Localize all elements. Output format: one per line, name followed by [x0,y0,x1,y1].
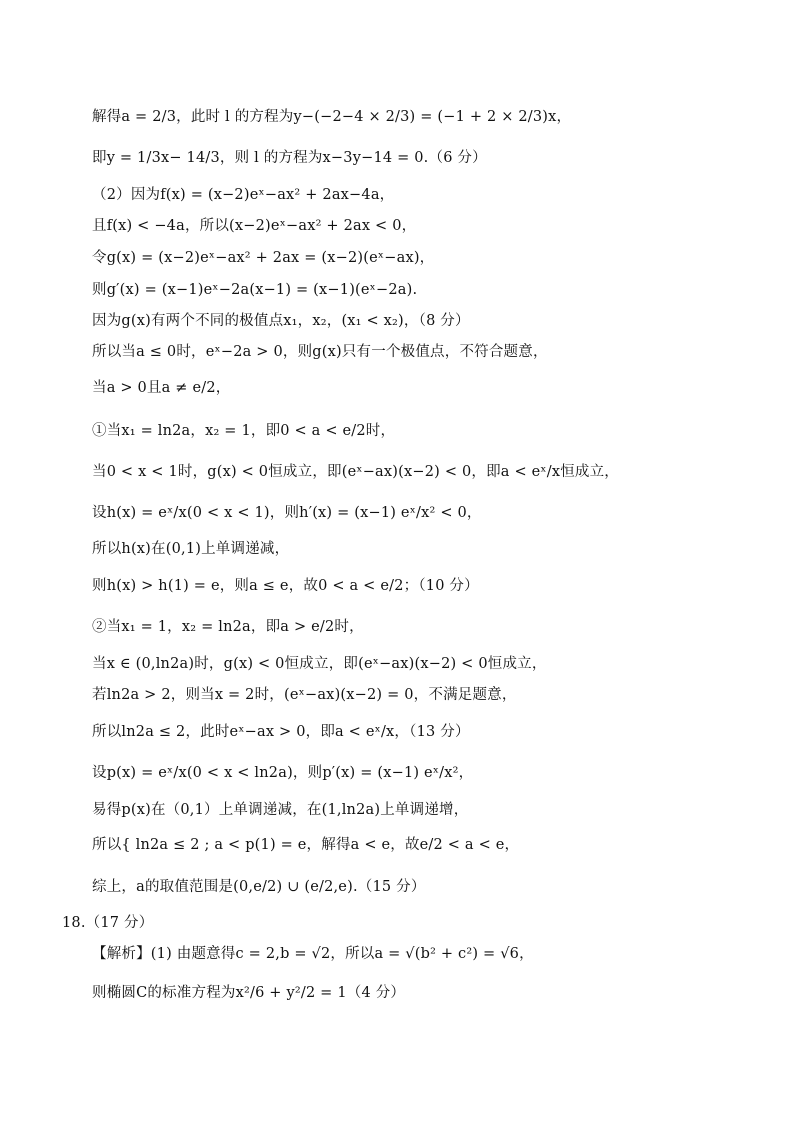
text-line-21: 所以{ ln2a ≤ 2 ; a < p(1) = e，解得a < e，故e/2 < a < e， [92,837,520,853]
text-line-10: ①当x₁ = ln2a，x₂ = 1，即0 < a < e/2时， [92,423,396,439]
text-line-11: 当0 < x < 1时，g(x) < 0恒成立，即(eˣ−ax)(x−2) < 0，即a < eˣ/x恒成立， [92,464,620,480]
text-line-15: ②当x₁ = 1，x₂ = ln2a，即a > e/2时， [92,619,364,635]
text-line-9: 当a > 0且a ≠ e/2， [92,380,231,396]
text-line-7: 因为g(x)有两个不同的极值点x₁，x₂，(x₁ < x₂)，（8 分） [92,313,470,329]
text-line-17: 若ln2a > 2，则当x = 2时，(eˣ−ax)(x−2) = 0，不满足题意， [92,687,517,703]
text-line-19: 设p(x) = eˣ/x(0 < x < ln2a)，则p′(x) = (x−1) eˣ/x²， [92,765,474,781]
text-line-20: 易得p(x)在（0,1）上单调递减，在(1,ln2a)上单调递增， [92,802,469,818]
text-line-1: 解得a = 2/3，此时 l 的方程为y−(−2−4 × 2/3) = (−1 + 2 × 2/3)x， [92,109,572,125]
text-line-22: 综上，a的取值范围是(0,e/2) ∪ (e/2,e).（15 分） [92,879,426,895]
text-line-16: 当x ∈ (0,ln2a)时，g(x) < 0恒成立，即(eˣ−ax)(x−2) < 0恒成立， [92,656,547,672]
text-line-14: 则h(x) > h(1) = e，则a ≤ e，故0 < a < e/2；（10 分） [92,578,479,594]
text-line-5: 令g(x) = (x−2)eˣ−ax² + 2ax = (x−2)(eˣ−ax)， [92,250,435,266]
text-line-25: 则椭圆C的标准方程为x²/6 + y²/2 = 1（4 分） [92,985,406,1001]
text-line-8: 所以当a ≤ 0时，eˣ−2a > 0，则g(x)只有一个极值点，不符合题意， [92,344,548,360]
text-line-12: 设h(x) = eˣ/x(0 < x < 1)，则h′(x) = (x−1) eˣ/x² < 0， [92,505,482,521]
text-line-3: （2）因为f(x) = (x−2)eˣ−ax² + 2ax−4a， [92,187,395,203]
text-line-2: 即y = 1/3x− 14/3，则 l 的方程为x−3y−14 = 0.（6 分） [92,150,487,166]
question-number: 18.（17 分） [62,915,154,931]
text-line-13: 所以h(x)在(0,1)上单调递减， [92,541,290,557]
text-line-24: 【解析】(1) 由题意得c = 2,b = √2，所以a = √(b² + c²) = √6， [92,946,534,962]
text-line-4: 且f(x) < −4a，所以(x−2)eˣ−ax² + 2ax < 0， [92,218,417,234]
text-line-6: 则g′(x) = (x−1)eˣ−2a(x−1) = (x−1)(eˣ−2a). [92,282,418,298]
text-line-18: 所以ln2a ≤ 2，此时eˣ−ax > 0，即a < eˣ/x，（13 分） [92,724,470,740]
